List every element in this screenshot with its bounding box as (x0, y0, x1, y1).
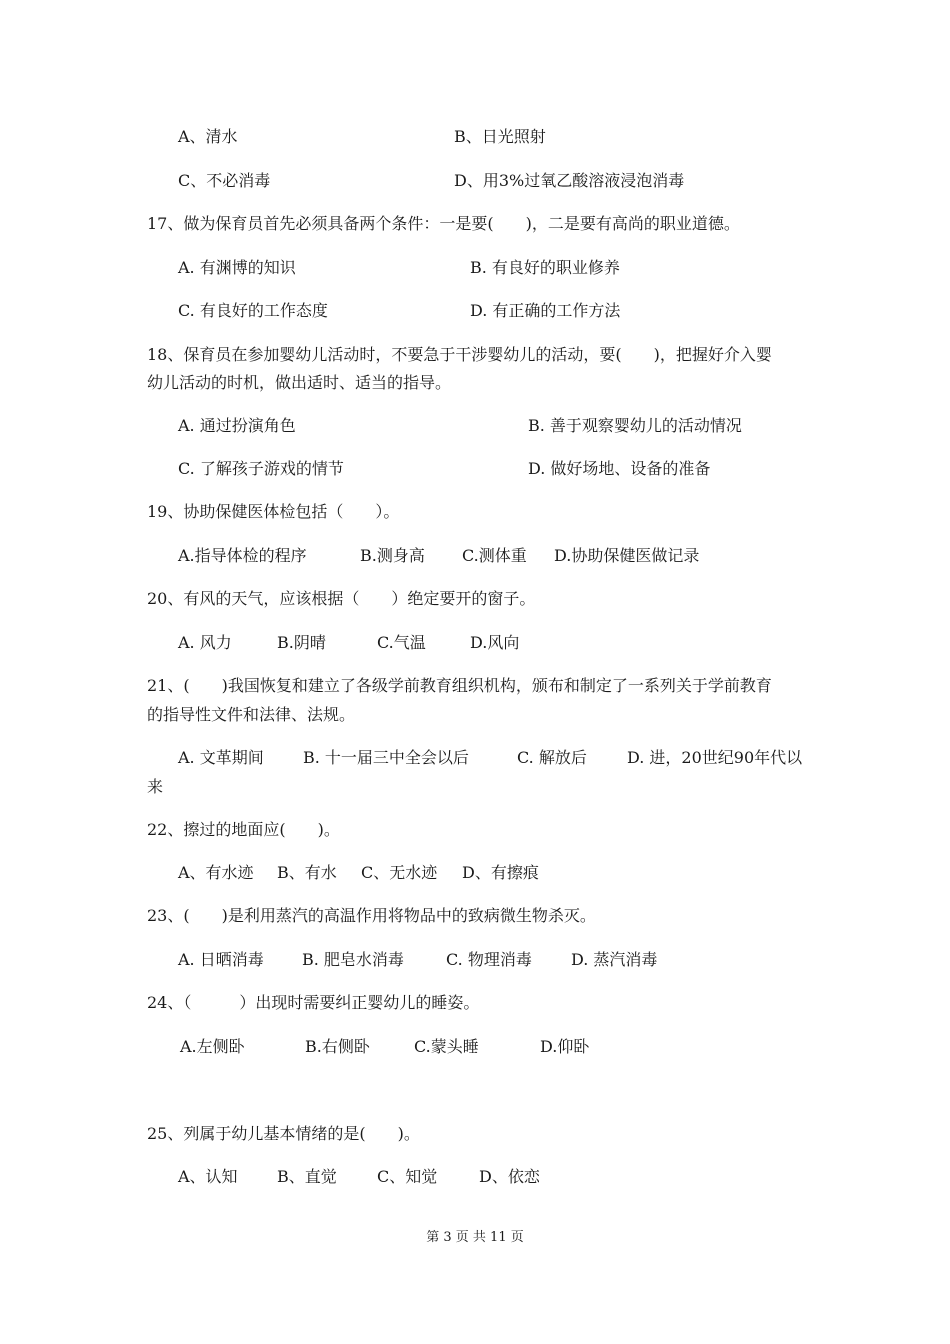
q18-option-d: D. 做好场地、设备的准备 (528, 459, 711, 478)
q24-option-a: A.左侧卧 (180, 1037, 245, 1056)
q18-option-c: C. 了解孩子游戏的情节 (178, 459, 344, 478)
q23-option-d: D. 蒸汽消毒 (571, 950, 658, 969)
q23-option-b: B. 肥皂水消毒 (302, 950, 404, 969)
q23-option-c: C. 物理消毒 (446, 950, 532, 969)
q20-option-c: C.气温 (377, 633, 426, 652)
question-21-stem-cont: 的指导性文件和法律、法规。 (147, 705, 356, 724)
q22-option-b: B、有水 (277, 863, 337, 882)
q25-option-d: D、依恋 (479, 1167, 540, 1186)
question-18-stem: 18、保育员在参加婴幼儿活动时，不要急于干涉婴幼儿的活动，要( )，把握好介入婴 (147, 345, 772, 364)
q17-option-b: B. 有良好的职业修养 (470, 258, 620, 277)
q19-option-c: C.测体重 (462, 546, 527, 565)
q20-option-a: A. 风力 (178, 633, 232, 652)
q17-option-a: A. 有渊博的知识 (178, 258, 296, 277)
question-19-stem: 19、协助保健医体检包括（ ）。 (147, 502, 400, 521)
q17-option-d: D. 有正确的工作方法 (470, 301, 621, 320)
q22-option-a: A、有水迹 (178, 863, 254, 882)
q24-option-c: C.蒙头睡 (414, 1037, 479, 1056)
option-d: D、用3%过氧乙酸溶液浸泡消毒 (454, 171, 685, 190)
question-20-stem: 20、有风的天气，应该根据（ ）绝定要开的窗子。 (147, 589, 536, 608)
q21-option-c: C. 解放后 (517, 748, 587, 767)
question-24-stem: 24、（ ）出现时需要纠正婴幼儿的睡姿。 (147, 993, 480, 1012)
question-21-stem: 21、( )我国恢复和建立了各级学前教育组织机构，颁布和制定了一系列关于学前教育 (147, 676, 772, 695)
q21-option-b: B. 十一届三中全会以后 (303, 748, 469, 767)
question-17-stem: 17、做为保育员首先必须具备两个条件：一是要( )，二是要有高尚的职业道德。 (147, 214, 740, 233)
q20-option-d: D.风向 (470, 633, 520, 652)
page-number: 第 3 页 共 11 页 (426, 1230, 524, 1245)
question-23-stem: 23、( )是利用蒸汽的高温作用将物品中的致病微生物杀灭。 (147, 906, 596, 925)
q18-option-b: B. 善于观察婴幼儿的活动情况 (528, 416, 742, 435)
q24-option-b: B.右侧卧 (305, 1037, 370, 1056)
q23-option-a: A. 日晒消毒 (178, 950, 264, 969)
q21-option-d-cont: 来 (147, 777, 164, 796)
q25-option-c: C、知觉 (377, 1167, 438, 1186)
q18-option-a: A. 通过扮演角色 (178, 416, 296, 435)
q24-option-d: D.仰卧 (540, 1037, 590, 1056)
q19-option-a: A.指导体检的程序 (178, 546, 307, 565)
q21-option-d: D. 进，20世纪90年代以 (627, 748, 803, 767)
q17-option-c: C. 有良好的工作态度 (178, 301, 328, 320)
q22-option-c: C、无水迹 (361, 863, 438, 882)
q20-option-b: B.阴晴 (277, 633, 326, 652)
q25-option-a: A、认知 (178, 1167, 238, 1186)
q19-option-b: B.测身高 (360, 546, 425, 565)
q25-option-b: B、直觉 (277, 1167, 337, 1186)
option-b: B、日光照射 (454, 127, 546, 146)
q21-option-a: A. 文革期间 (178, 748, 264, 767)
question-18-stem-cont: 幼儿活动的时机，做出适时、适当的指导。 (147, 373, 452, 392)
option-a: A、清水 (178, 127, 238, 146)
q19-option-d: D.协助保健医做记录 (554, 546, 700, 565)
q22-option-d: D、有擦痕 (462, 863, 539, 882)
question-22-stem: 22、擦过的地面应( )。 (147, 820, 340, 839)
question-25-stem: 25、列属于幼儿基本情绪的是( )。 (147, 1124, 420, 1143)
option-c: C、不必消毒 (178, 171, 271, 190)
